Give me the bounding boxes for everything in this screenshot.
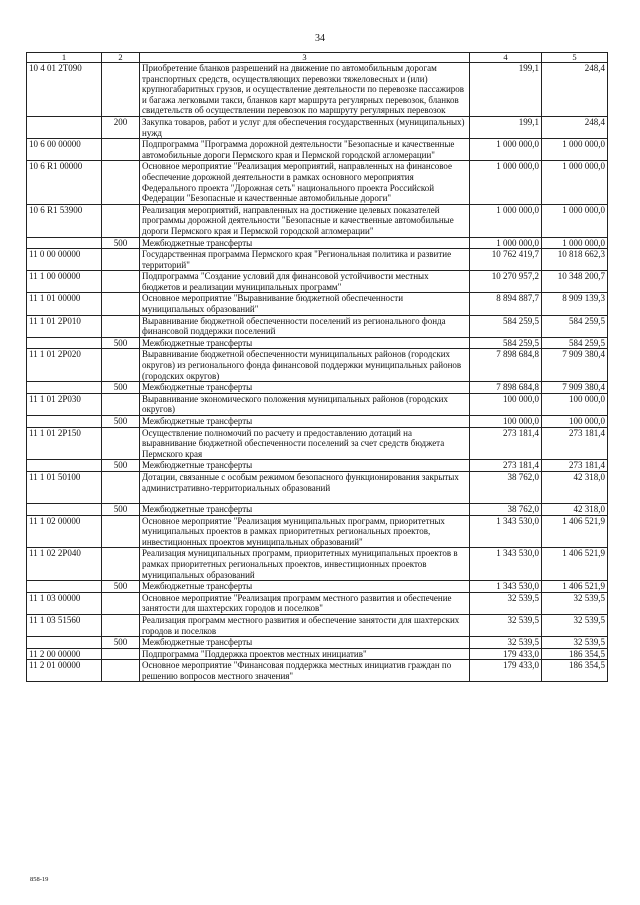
item-name-cell: Выравнивание бюджетной обеспеченности поселений из регионального фонда финансовой поддержки поселений (140, 315, 470, 337)
budget-code-cell: 11 1 01 2P010 (27, 315, 102, 337)
table-header (27, 53, 608, 63)
expense-type-cell (102, 548, 140, 581)
amount-year-2-cell: 584 259,5 (542, 337, 608, 349)
amount-year-2-cell: 100 000,0 (542, 416, 608, 428)
amount-year-2-cell: 1 000 000,0 (542, 237, 608, 249)
budget-code-cell (27, 503, 102, 515)
budget-code-cell: 11 1 01 50100 (27, 471, 102, 503)
budget-code-cell (27, 581, 102, 593)
header-col-5: 5 (542, 53, 608, 63)
amount-year-2-cell: 1 406 521,9 (542, 515, 608, 548)
item-name-cell: Межбюджетные трансферты (140, 581, 470, 593)
amount-year-1-cell: 1 343 530,0 (470, 515, 542, 548)
item-name-cell: Межбюджетные трансферты (140, 237, 470, 249)
amount-year-2-cell: 42 318,0 (542, 503, 608, 515)
table-row (27, 271, 608, 293)
amount-year-1-cell: 179 433,0 (470, 660, 542, 682)
amount-year-1-cell: 32 539,5 (470, 592, 542, 614)
item-name-cell: Межбюджетные трансферты (140, 637, 470, 649)
budget-code-cell: 11 1 02 00000 (27, 515, 102, 548)
item-name-cell: Реализация программ местного развития и обеспечение занятости для шахтерских городов и поселков (140, 614, 470, 636)
amount-year-1-cell: 1 000 000,0 (470, 237, 542, 249)
budget-table (26, 52, 608, 682)
item-name-cell: Выравнивание бюджетной обеспеченности муниципальных районов (городских округов) из регионального фонда финансовой поддержки муниципальных районов (городских округов) (140, 349, 470, 382)
expense-type-cell (102, 315, 140, 337)
expense-type-cell (102, 471, 140, 503)
amount-year-1-cell: 38 762,0 (470, 503, 542, 515)
expense-type-cell (102, 515, 140, 548)
amount-year-2-cell: 10 818 662,3 (542, 249, 608, 271)
table-row (27, 515, 608, 548)
table-row (27, 660, 608, 682)
table-row (27, 315, 608, 337)
footer-code: 858-19 (30, 876, 49, 883)
amount-year-2-cell: 32 539,5 (542, 614, 608, 636)
expense-type-cell: 500 (102, 337, 140, 349)
amount-year-2-cell: 32 539,5 (542, 592, 608, 614)
item-name-cell: Межбюджетные трансферты (140, 416, 470, 428)
amount-year-2-cell: 248,4 (542, 116, 608, 138)
amount-year-1-cell: 1 000 000,0 (470, 139, 542, 161)
expense-type-cell (102, 139, 140, 161)
budget-code-cell (27, 382, 102, 394)
amount-year-1-cell: 584 259,5 (470, 315, 542, 337)
header-col-4: 4 (470, 53, 542, 63)
amount-year-2-cell: 248,4 (542, 63, 608, 117)
budget-code-cell: 11 1 00 00000 (27, 271, 102, 293)
budget-code-cell: 11 1 03 51560 (27, 614, 102, 636)
amount-year-1-cell: 10 270 957,2 (470, 271, 542, 293)
amount-year-1-cell: 199,1 (470, 116, 542, 138)
item-name-cell: Приобретение бланков разрешений на движение по автомобильным дорогам транспортных средств, осуществляющих перевозки тяжеловесных и (или) крупногабаритных грузов, и осуществление деятельности по перевозке пассажиров и багажа легковыми такси, бланков карт маршрута регулярных перевозок, бланков свидетельств об осуществлении перевозок по маршруту регулярных перевозок (140, 63, 470, 117)
amount-year-1-cell: 7 898 684,8 (470, 349, 542, 382)
amount-year-2-cell: 10 348 200,7 (542, 271, 608, 293)
amount-year-1-cell: 100 000,0 (470, 416, 542, 428)
expense-type-cell: 500 (102, 581, 140, 593)
expense-type-cell (102, 427, 140, 460)
budget-code-cell: 11 1 01 2P020 (27, 349, 102, 382)
item-name-cell: Осуществление полномочий по расчету и предоставлению дотаций на выравнивание бюджетной обеспеченности поселений за счет средств бюджета Пермского края (140, 427, 470, 460)
budget-code-cell: 11 2 00 00000 (27, 648, 102, 660)
expense-type-cell: 500 (102, 503, 140, 515)
expense-type-cell (102, 204, 140, 237)
amount-year-1-cell: 1 000 000,0 (470, 161, 542, 204)
expense-type-cell (102, 293, 140, 315)
expense-type-cell: 200 (102, 116, 140, 138)
amount-year-1-cell: 273 181,4 (470, 427, 542, 460)
expense-type-cell (102, 271, 140, 293)
expense-type-cell: 500 (102, 637, 140, 649)
item-name-cell: Основное мероприятие "Финансовая поддержка местных инициатив граждан по решению вопросов местного значения" (140, 660, 470, 682)
table-row (27, 393, 608, 415)
amount-year-2-cell: 273 181,4 (542, 460, 608, 472)
table-row (27, 337, 608, 349)
table-row (27, 161, 608, 204)
table-row (27, 548, 608, 581)
budget-code-cell (27, 460, 102, 472)
amount-year-2-cell: 7 909 380,4 (542, 349, 608, 382)
amount-year-2-cell: 32 539,5 (542, 637, 608, 649)
budget-code-cell (27, 116, 102, 138)
budget-code-cell: 11 2 01 00000 (27, 660, 102, 682)
amount-year-1-cell: 100 000,0 (470, 393, 542, 415)
amount-year-2-cell: 100 000,0 (542, 393, 608, 415)
item-name-cell: Подпрограмма "Поддержка проектов местных инициатив" (140, 648, 470, 660)
expense-type-cell (102, 349, 140, 382)
item-name-cell: Подпрограмма "Программа дорожной деятельности "Безопасные и качественные автомобильные дороги Пермского края и Пермской городской агломерации" (140, 139, 470, 161)
budget-code-cell: 11 1 01 2P150 (27, 427, 102, 460)
item-name-cell: Реализация мероприятий, направленных на достижение целевых показателей программы дорожной деятельности "Безопасные и качественные автомобильные дороги Пермского края и Пермской городской агломерации" (140, 204, 470, 237)
table-row (27, 503, 608, 515)
table-row (27, 249, 608, 271)
expense-type-cell: 500 (102, 460, 140, 472)
header-row (27, 53, 608, 63)
budget-code-cell: 10 4 01 2T090 (27, 63, 102, 117)
table-row (27, 139, 608, 161)
table-row (27, 592, 608, 614)
amount-year-1-cell: 8 894 887,7 (470, 293, 542, 315)
budget-code-cell: 11 0 00 00000 (27, 249, 102, 271)
budget-code-cell (27, 416, 102, 428)
expense-type-cell (102, 63, 140, 117)
table-row (27, 349, 608, 382)
amount-year-1-cell: 10 762 419,7 (470, 249, 542, 271)
item-name-cell: Выравнивание экономического положения муниципальных районов (городских округов) (140, 393, 470, 415)
item-name-cell: Межбюджетные трансферты (140, 337, 470, 349)
page-number: 34 (315, 33, 325, 44)
table-row (27, 637, 608, 649)
amount-year-2-cell: 1 406 521,9 (542, 581, 608, 593)
header-col-2: 2 (102, 53, 140, 63)
amount-year-1-cell: 7 898 684,8 (470, 382, 542, 394)
item-name-cell: Государственная программа Пермского края "Региональная политика и развитие территорий" (140, 249, 470, 271)
budget-code-cell (27, 237, 102, 249)
expense-type-cell: 500 (102, 382, 140, 394)
item-name-cell: Межбюджетные трансферты (140, 503, 470, 515)
table-row (27, 416, 608, 428)
amount-year-2-cell: 7 909 380,4 (542, 382, 608, 394)
table-row (27, 293, 608, 315)
expense-type-cell: 500 (102, 416, 140, 428)
table-row (27, 63, 608, 117)
amount-year-1-cell: 32 539,5 (470, 614, 542, 636)
expense-type-cell (102, 648, 140, 660)
table-row (27, 237, 608, 249)
item-name-cell: Закупка товаров, работ и услуг для обеспечения государственных (муниципальных) нужд (140, 116, 470, 138)
header-col-1: 1 (27, 53, 102, 63)
amount-year-2-cell: 1 406 521,9 (542, 548, 608, 581)
table-body (27, 63, 608, 682)
expense-type-cell: 500 (102, 237, 140, 249)
amount-year-1-cell: 1 343 530,0 (470, 581, 542, 593)
budget-code-cell: 10 6 R1 00000 (27, 161, 102, 204)
amount-year-2-cell: 8 909 139,3 (542, 293, 608, 315)
item-name-cell: Межбюджетные трансферты (140, 460, 470, 472)
amount-year-1-cell: 38 762,0 (470, 471, 542, 503)
table-row (27, 382, 608, 394)
amount-year-2-cell: 584 259,5 (542, 315, 608, 337)
amount-year-1-cell: 179 433,0 (470, 648, 542, 660)
amount-year-2-cell: 186 354,5 (542, 648, 608, 660)
amount-year-1-cell: 273 181,4 (470, 460, 542, 472)
item-name-cell: Межбюджетные трансферты (140, 382, 470, 394)
item-name-cell: Основное мероприятие "Реализация муниципальных программ, приоритетных муниципальных проектов в рамках приоритетных региональных проектов, инвестиционных проектов муниципальных образований" (140, 515, 470, 548)
expense-type-cell (102, 161, 140, 204)
item-name-cell: Основное мероприятие "Реализация программ местного развития и обеспечение занятости для шахтерских городов и поселков" (140, 592, 470, 614)
header-col-3: 3 (140, 53, 470, 63)
expense-type-cell (102, 249, 140, 271)
table-row (27, 204, 608, 237)
expense-type-cell (102, 614, 140, 636)
item-name-cell: Основное мероприятие "Реализация мероприятий, направленных на финансовое обеспечение дорожной деятельности в рамках основного мероприятия Федерального проекта "Дорожная сеть" национального проекта Российской Федерации "Безопасные и качественные автомобильные дороги" (140, 161, 470, 204)
amount-year-2-cell: 273 181,4 (542, 427, 608, 460)
table-row (27, 427, 608, 460)
item-name-cell: Основное мероприятие "Выравнивание бюджетной обеспеченности муниципальных образований" (140, 293, 470, 315)
table-row (27, 581, 608, 593)
amount-year-2-cell: 1 000 000,0 (542, 161, 608, 204)
amount-year-1-cell: 584 259,5 (470, 337, 542, 349)
expense-type-cell (102, 393, 140, 415)
expense-type-cell (102, 592, 140, 614)
table-row (27, 460, 608, 472)
item-name-cell: Дотации, связанные с особым режимом безопасного функционирования закрытых административно-территориальных образований (140, 471, 470, 503)
item-name-cell: Реализация муниципальных программ, приоритетных муниципальных проектов в рамках приоритетных региональных проектов, инвестиционных проектов муниципальных образований (140, 548, 470, 581)
table-row (27, 614, 608, 636)
amount-year-2-cell: 1 000 000,0 (542, 204, 608, 237)
table-row (27, 648, 608, 660)
budget-code-cell (27, 637, 102, 649)
budget-code-cell: 10 6 R1 53900 (27, 204, 102, 237)
budget-code-cell: 11 1 01 00000 (27, 293, 102, 315)
expense-type-cell (102, 660, 140, 682)
table-row (27, 116, 608, 138)
amount-year-1-cell: 1 343 530,0 (470, 548, 542, 581)
amount-year-2-cell: 1 000 000,0 (542, 139, 608, 161)
amount-year-1-cell: 199,1 (470, 63, 542, 117)
table-row (27, 471, 608, 503)
amount-year-2-cell: 186 354,5 (542, 660, 608, 682)
budget-code-cell (27, 337, 102, 349)
amount-year-1-cell: 32 539,5 (470, 637, 542, 649)
budget-code-cell: 10 6 00 00000 (27, 139, 102, 161)
budget-code-cell: 11 1 03 00000 (27, 592, 102, 614)
amount-year-1-cell: 1 000 000,0 (470, 204, 542, 237)
budget-code-cell: 11 1 02 2P040 (27, 548, 102, 581)
budget-code-cell: 11 1 01 2P030 (27, 393, 102, 415)
amount-year-2-cell: 42 318,0 (542, 471, 608, 503)
item-name-cell: Подпрограмма "Создание условий для финансовой устойчивости местных бюджетов и реализации муниципальных программ" (140, 271, 470, 293)
